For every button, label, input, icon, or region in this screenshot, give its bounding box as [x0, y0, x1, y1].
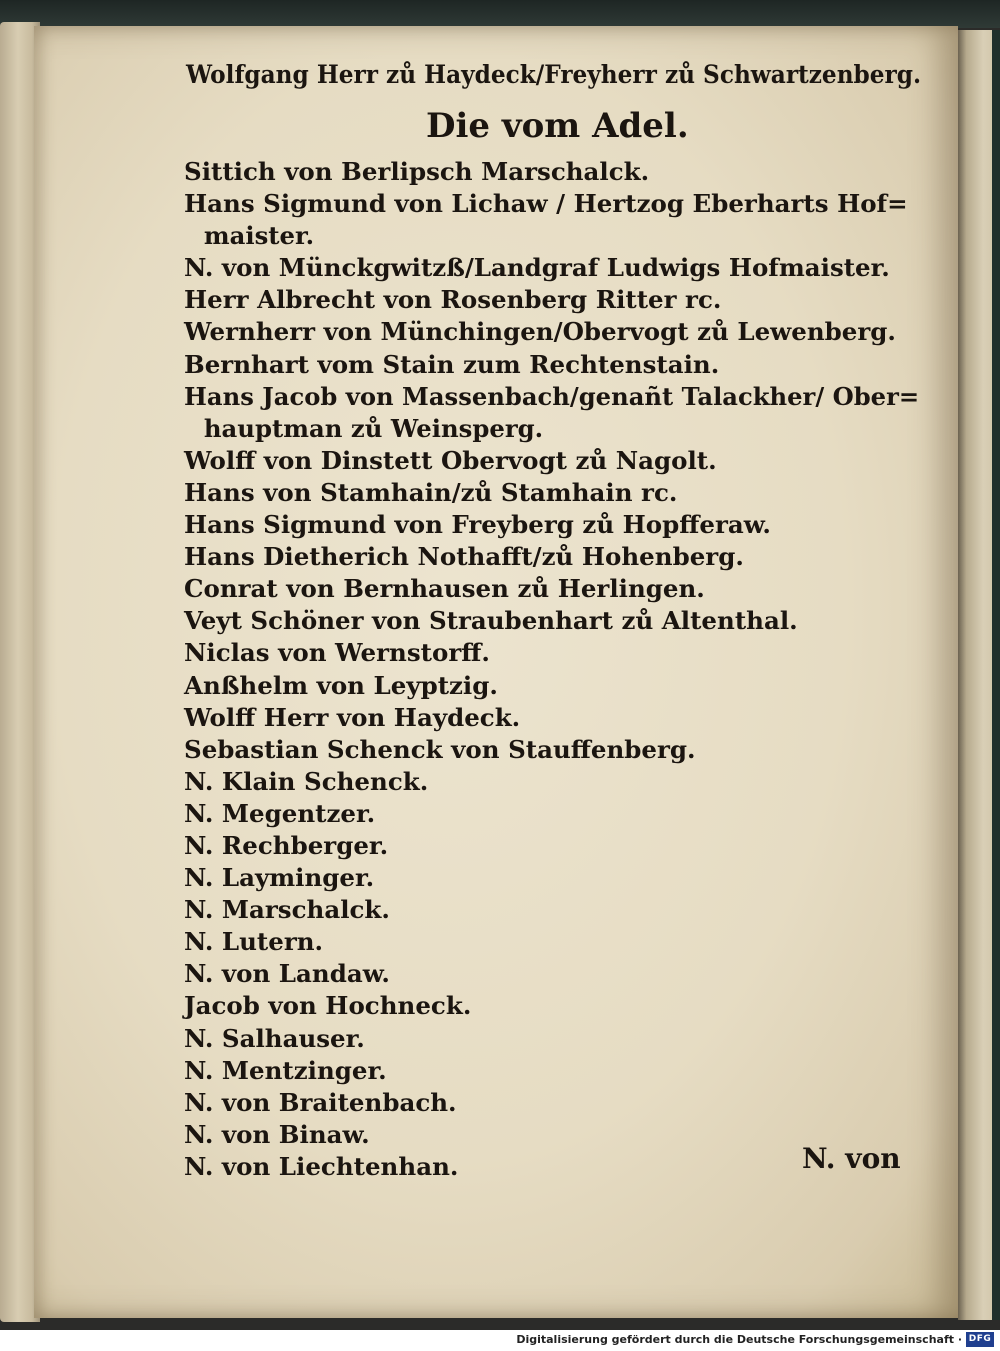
entry-text: N. Lutern. — [184, 927, 324, 957]
entry-text: N. Salhauser. — [184, 1023, 365, 1053]
entry-text: Hans Dietherich Nothafft/zů Hohenberg. — [184, 542, 744, 572]
entry-text: Sittich von Berlipsch Marschalck. — [184, 157, 650, 186]
list-item — [184, 990, 924, 1022]
list-item — [184, 316, 924, 348]
list-item — [184, 1023, 924, 1055]
list-item — [184, 188, 924, 252]
footer-bar — [0, 1330, 1000, 1351]
entry-text: Hans Jacob von Massenbach/genañt Talackher/ Ober= — [184, 381, 920, 411]
list-item — [184, 284, 924, 316]
list-item — [184, 670, 924, 702]
entry-text: N. von Liechtenhan. — [184, 1151, 459, 1181]
entry-text: N. Layminger. — [184, 863, 375, 893]
entry-text: Bernhart vom Stain zum Rechtenstain. — [184, 349, 720, 379]
entry-text: N. von Münckgwitzß/Landgraf Ludwigs Hofmaister. — [184, 253, 890, 283]
entry-text: Herr Albrecht von Rosenberg Ritter rc. — [184, 285, 722, 315]
list-item — [184, 573, 924, 605]
entry-text: Conrat von Bernhausen zů Herlingen. — [184, 574, 705, 604]
entry-text: Sebastian Schenck von Stauffenberg. — [184, 734, 696, 764]
entry-text: Wolff von Dinstett Obervogt zů Nagolt. — [184, 445, 717, 475]
entry-text: Anßhelm von Leyptzig. — [184, 670, 498, 700]
list-item — [184, 926, 924, 958]
entry-text: Hans von Stamhain/zů Stamhain rc. — [184, 477, 678, 507]
list-item — [184, 509, 924, 541]
entry-text: Jacob von Hochneck. — [184, 991, 472, 1021]
list-item — [184, 1055, 924, 1087]
entry-text: N. Marschalck. — [184, 895, 390, 925]
list-item — [184, 445, 924, 477]
entry-text: N. Megentzer. — [184, 798, 376, 828]
list-item — [184, 766, 924, 798]
list-item — [184, 958, 924, 990]
entry-text: N. von Braitenbach. — [184, 1087, 457, 1117]
list-item — [184, 734, 924, 766]
entry-text: Wolff Herr von Haydeck. — [184, 702, 521, 732]
dfg-logo: DFG — [966, 1332, 994, 1347]
scan-right-border — [992, 30, 1000, 1320]
entry-text: Hans Sigmund von Freyberg zů Hopfferaw. — [184, 510, 771, 540]
list-item — [184, 702, 924, 734]
scan-top-border — [0, 0, 1000, 28]
list-item — [184, 894, 924, 926]
list-item — [184, 156, 924, 188]
list-item — [184, 862, 924, 894]
entry-text: Hans Sigmund von Lichaw / Hertzog Eberharts Hof= — [184, 189, 908, 219]
entry-text: N. Mentzinger. — [184, 1055, 387, 1085]
list-item — [184, 477, 924, 509]
list-item — [184, 605, 924, 637]
entry-text: Wernherr von Münchingen/Obervogt zů Lewenberg. — [184, 317, 896, 347]
entry-text: N. Klain Schenck. — [184, 766, 429, 796]
list-item — [184, 381, 924, 445]
catchword: N. von — [802, 1142, 901, 1175]
list-item — [184, 637, 924, 669]
entry-text: Niclas von Wernstorff. — [184, 638, 490, 668]
section-title: Die vom Adel. — [426, 106, 689, 146]
list-item — [184, 830, 924, 862]
entry-continuation: maister. — [203, 221, 315, 251]
list-item — [184, 349, 924, 381]
entry-text: N. von Landaw. — [184, 959, 390, 989]
entry-continuation: hauptman zů Weinsperg. — [203, 413, 544, 443]
list-item — [184, 252, 924, 284]
entry-text: N. von Binaw. — [184, 1119, 370, 1149]
list-item — [184, 798, 924, 830]
noble-list — [184, 156, 924, 1183]
list-item — [184, 541, 924, 573]
entry-text: N. Rechberger. — [184, 830, 389, 860]
running-header: Wolfgang Herr zů Haydeck/Freyherr zů Schwartzenberg. — [186, 60, 922, 89]
funding-credit: Digitalisierung gefördert durch die Deutsche Forschungsgemeinschaft · — [516, 1333, 962, 1346]
entry-text: Veyt Schöner von Straubenhart zů Altenthal. — [184, 606, 798, 636]
list-item — [184, 1087, 924, 1119]
